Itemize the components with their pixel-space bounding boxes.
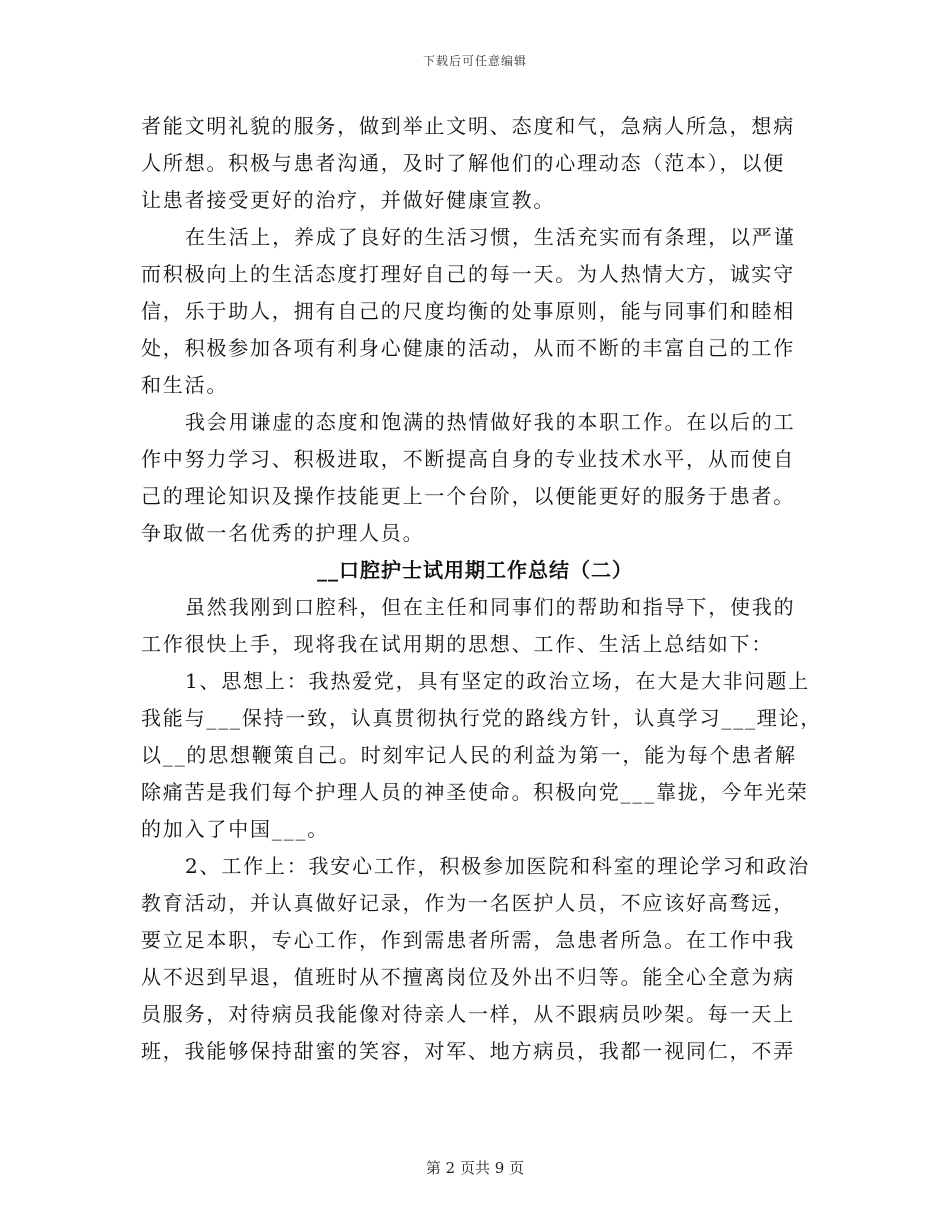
body-line: 而积极向上的生活态度打理好自己的每一天。为人热情大方，诚实守 <box>141 262 795 286</box>
body-line: 信，乐于助人，拥有自己的尺度均衡的处事原则，能与同事们和睦相 <box>141 299 795 323</box>
page-number-footer: 第 2 页共 9 页 <box>425 1159 525 1177</box>
body-line: 要立足本职，专心工作，作到需患者所需，急患者所急。在工作中我 <box>141 928 795 952</box>
body-line: 工作很快上手，现将我在试用期的思想、工作、生活上总结如下： <box>141 632 774 656</box>
paragraph-start-line: 1、思想上：我热爱党，具有坚定的政治立场，在大是大非问题上 <box>185 669 810 693</box>
paragraph-start-line: 我会用谦虚的态度和饱满的热情做好我的本职工作。在以后的工 <box>185 410 796 434</box>
body-line: 让患者接受更好的治疗，并做好健康宣教。 <box>141 188 556 212</box>
body-line: 处，积极参加各项有利身心健康的活动，从而不断的丰富自己的工作 <box>141 336 795 360</box>
paragraph-start-line: 虽然我刚到口腔科，但在主任和同事们的帮助和指导下，使我的 <box>185 595 796 619</box>
header-note: 下载后可任意编辑 <box>422 54 527 68</box>
body-line: 除痛苦是我们每个护理人员的神圣使命。积极向党___靠拢，今年光荣 <box>141 780 809 804</box>
body-line: 作中努力学习、积极进取，不断提高自身的专业技术水平，从而使自 <box>141 447 795 471</box>
body-line: 者能文明礼貌的服务，做到举止文明、态度和气，急病人所急，想病 <box>141 114 795 138</box>
paragraph-start-line: 2、工作上：我安心工作，积极参加医院和科室的理论学习和政治 <box>185 854 810 878</box>
body-line: 人所想。积极与患者沟通，及时了解他们的心理动态（范本），以便 <box>141 151 785 175</box>
body-line: 班，我能够保持甜蜜的笑容，对军、地方病员，我都一视同仁，不弄 <box>141 1039 795 1063</box>
paragraph-start-line: 在生活上，养成了良好的生活习惯，生活充实而有条理，以严谨 <box>185 225 796 249</box>
body-line: 和生活。 <box>141 373 229 397</box>
body-line: 员服务，对待病员我能像对待亲人一样，从不跟病员吵架。每一天上 <box>141 1002 795 1026</box>
body-line: 我能与___保持一致，认真贯彻执行党的路线方针，认真学习___理论， <box>141 706 823 730</box>
body-line: 争取做一名优秀的护理人员。 <box>141 521 425 545</box>
body-line: 的加入了中国___。 <box>141 817 329 841</box>
body-line: 以__的思想鞭策自己。时刻牢记人民的利益为第一，能为每个患者解 <box>141 743 797 767</box>
section-heading: __口腔护士试用期工作总结（二） <box>317 558 633 582</box>
body-line: 从不迟到早退，值班时从不擅离岗位及外出不归等。能全心全意为病 <box>141 965 795 989</box>
body-line: 己的理论知识及操作技能更上一个台阶，以便能更好的服务于患者。 <box>141 484 795 508</box>
body-line: 教育活动，并认真做好记录，作为一名医护人员，不应该好高骛远， <box>141 891 795 915</box>
document-body <box>141 108 823 1070</box>
